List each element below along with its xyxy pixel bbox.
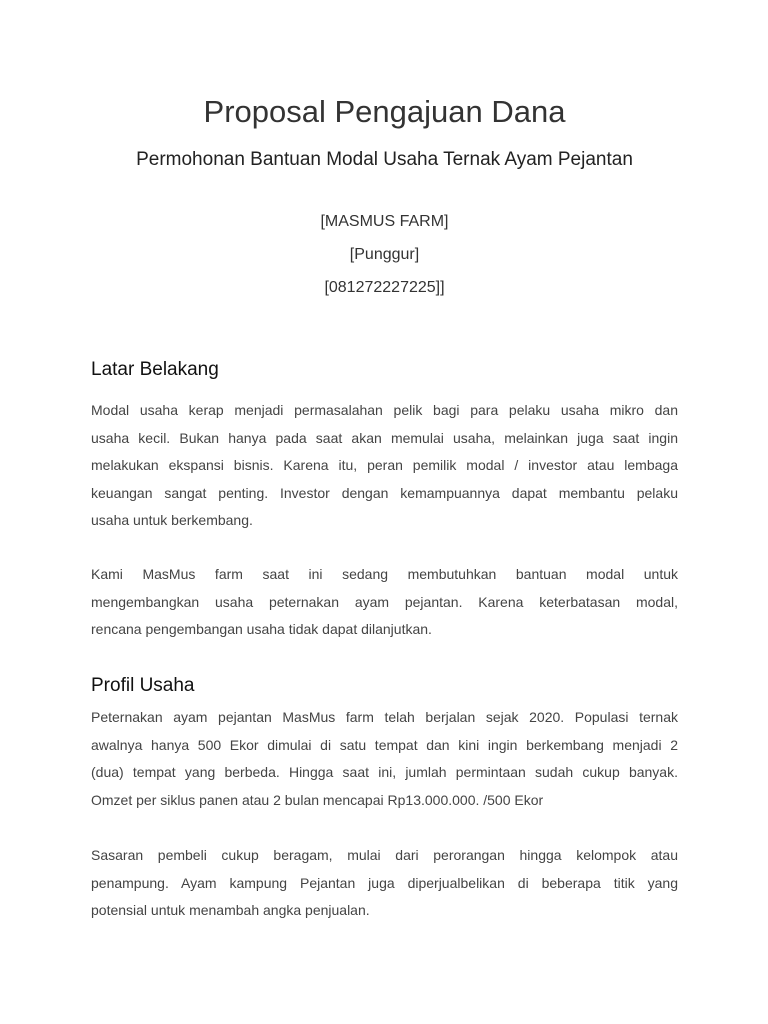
paragraph: [91, 397, 678, 535]
paragraph-line: (dua) tempat yang berbeda. Hingga saat ini, jumlah permintaan sudah cukup banyak.: [91, 764, 678, 780]
paragraph-line: rencana pengembangan usaha tidak dapat dilanjutkan.: [91, 621, 432, 637]
paragraph-line: keuangan sangat penting. Investor dengan kemampuannya dapat membantu pelaku: [91, 484, 678, 501]
document-title: Proposal Pengajuan Dana: [203, 94, 566, 129]
paragraph-line: Omzet per siklus panen atau 2 bulan mencapai Rp13.000.000. /500 Ekor: [91, 791, 544, 808]
contact-block: [91, 205, 678, 304]
paragraph-line: usaha untuk berkembang.: [91, 512, 253, 528]
paragraph-line: Sasaran pembeli cukup beragam, mulai dari perorangan hingga kelompok atau: [91, 847, 678, 863]
paragraph-line: usaha kecil. Bukan hanya pada saat akan memulai usaha, melainkan juga saat ingin: [91, 429, 678, 446]
section-heading-profil-usaha: Profil Usaha: [91, 675, 195, 696]
paragraph: [91, 842, 678, 925]
contact-location: [Punggur]: [349, 246, 420, 263]
paragraph-line: mengembangkan usaha peternakan ayam pejantan. Karena keterbatasan modal,: [91, 593, 678, 610]
contact-name: [MASMUS FARM]: [320, 213, 449, 230]
section-heading-latar-belakang: Latar Belakang: [91, 359, 219, 380]
document-subtitle: Permohonan Bantuan Modal Usaha Ternak Ayam Pejantan: [136, 149, 633, 170]
paragraph-line: Peternakan ayam pejantan MasMus farm telah berjalan sejak 2020. Populasi ternak: [91, 709, 678, 725]
paragraph: [91, 704, 678, 814]
paragraph: [91, 561, 678, 644]
paragraph-line: awalnya hanya 500 Ekor dimulai di satu tempat dan kini ingin berkembang menjadi 2: [91, 736, 678, 753]
paragraph-line: melakukan ekspansi bisnis. Karena itu, peran pemilik modal / investor atau lembaga: [91, 457, 678, 473]
paragraph-line: Modal usaha kerap menjadi permasalahan pelik bagi para pelaku usaha mikro dan: [91, 402, 678, 418]
paragraph-line: penampung. Ayam kampung Pejantan juga diperjualbelikan di beberapa titik yang: [91, 874, 678, 891]
paragraph-line: potensial untuk menambah angka penjualan.: [91, 902, 370, 918]
contact-phone: [081272227225]]: [324, 279, 445, 296]
paragraph-line: Kami MasMus farm saat ini sedang membutuhkan bantuan modal untuk: [91, 566, 678, 582]
